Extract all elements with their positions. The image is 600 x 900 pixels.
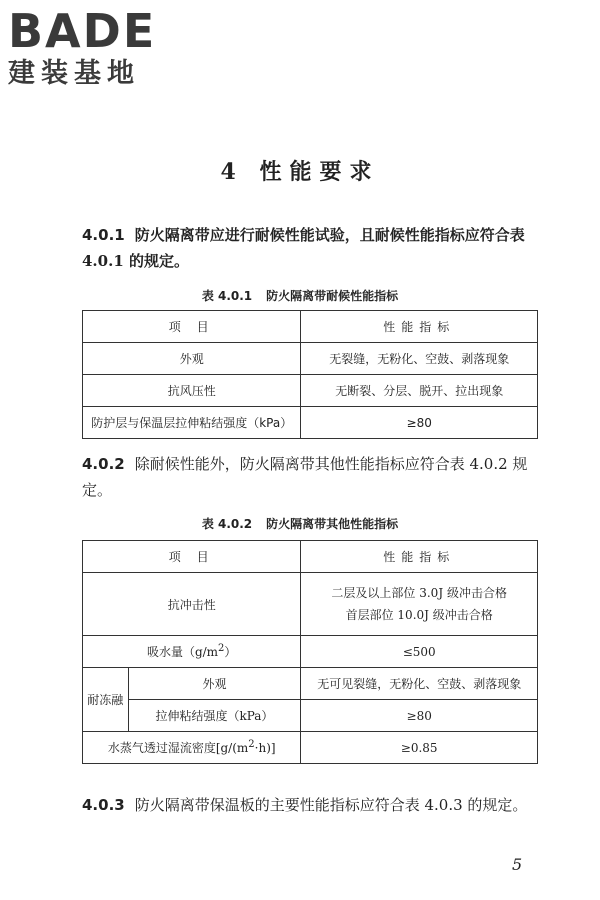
table-1-number: 表 4.0.1 (201, 289, 253, 303)
clause-number: 4.0.1 (82, 226, 125, 244)
row-value: 无裂缝，无粉化、空鼓、剥落现象 (301, 343, 538, 375)
row-item: 水蒸气透过湿流密度$[g/(m^2\cdot h)]$ (83, 732, 301, 764)
row-item: 吸水量$(g/m^2)$ (83, 636, 301, 668)
row-value (301, 573, 538, 636)
row-item: 防护层与保温层拉伸粘结强度（kPa） (83, 407, 301, 439)
row-item: 抗冲击性 (83, 573, 301, 636)
table-row (83, 343, 538, 375)
table-2-number: 表 4.0.2 (201, 517, 253, 531)
freeze-group-label: 耐冻融 (83, 668, 129, 732)
table-row (83, 407, 538, 439)
clause-text: 除耐候性能外，防火隔离带其他性能指标应符合表 4.0.2 规定。 (82, 455, 528, 499)
table-row (83, 732, 538, 764)
table-row (83, 573, 538, 636)
row-item: 外观 (128, 668, 301, 700)
other-performance-table (82, 540, 538, 764)
clause-text: 防火隔离带保温板的主要性能指标应符合表 4.0.3 的规定。 (134, 796, 528, 814)
table-2-caption (0, 515, 600, 532)
table-1-title: 防火隔离带耐候性能指标 (266, 289, 399, 303)
clause-4-0-2 (82, 451, 550, 503)
row-value: ≥80 (301, 407, 538, 439)
weather-performance-table (82, 310, 538, 439)
clause-number: 4.0.2 (82, 455, 125, 473)
table-header-row (83, 311, 538, 343)
impact-line-2: 首层部位 10.0J 级冲击合格 (345, 608, 493, 622)
clause-4-0-3 (82, 792, 550, 818)
chapter-title: 4 性能要求 (220, 159, 380, 185)
page-number: 5 (512, 855, 523, 874)
table-row (83, 700, 538, 732)
row-item: 抗风压性 (83, 375, 301, 407)
row-item: 拉伸粘结强度（kPa） (128, 700, 301, 732)
header-indicator: 性能指标 (301, 311, 538, 343)
impact-line-1: 二层及以上部位 3.0J 级冲击合格 (331, 586, 507, 600)
bade-logo (8, 6, 178, 90)
table-row (83, 668, 538, 700)
logo-brand: BADE (8, 4, 157, 58)
row-item: 外观 (83, 343, 301, 375)
row-value: ≤500 (301, 636, 538, 668)
row-value: 无可见裂缝，无粉化、空鼓、剥落现象 (301, 668, 538, 700)
row-value: 无断裂、分层、脱开、拉出现象 (301, 375, 538, 407)
logo-subtitle: 建装基地 (8, 58, 140, 89)
clause-number: 4.0.3 (82, 796, 125, 814)
table-row (83, 636, 538, 668)
header-item: 项 目 (83, 311, 301, 343)
header-item: 项 目 (83, 541, 301, 573)
row-value: ≥0.85 (301, 732, 538, 764)
table-row (83, 375, 538, 407)
clause-text: 防火隔离带应进行耐候性能试验，且耐候性能指标应符合表 4.0.1 的规定。 (82, 226, 525, 270)
clause-4-0-1 (82, 222, 550, 274)
header-indicator: 性能指标 (301, 541, 538, 573)
table-header-row (83, 541, 538, 573)
table-1-caption (0, 287, 600, 304)
row-value: ≥80 (301, 700, 538, 732)
table-2-title: 防火隔离带其他性能指标 (266, 517, 399, 531)
